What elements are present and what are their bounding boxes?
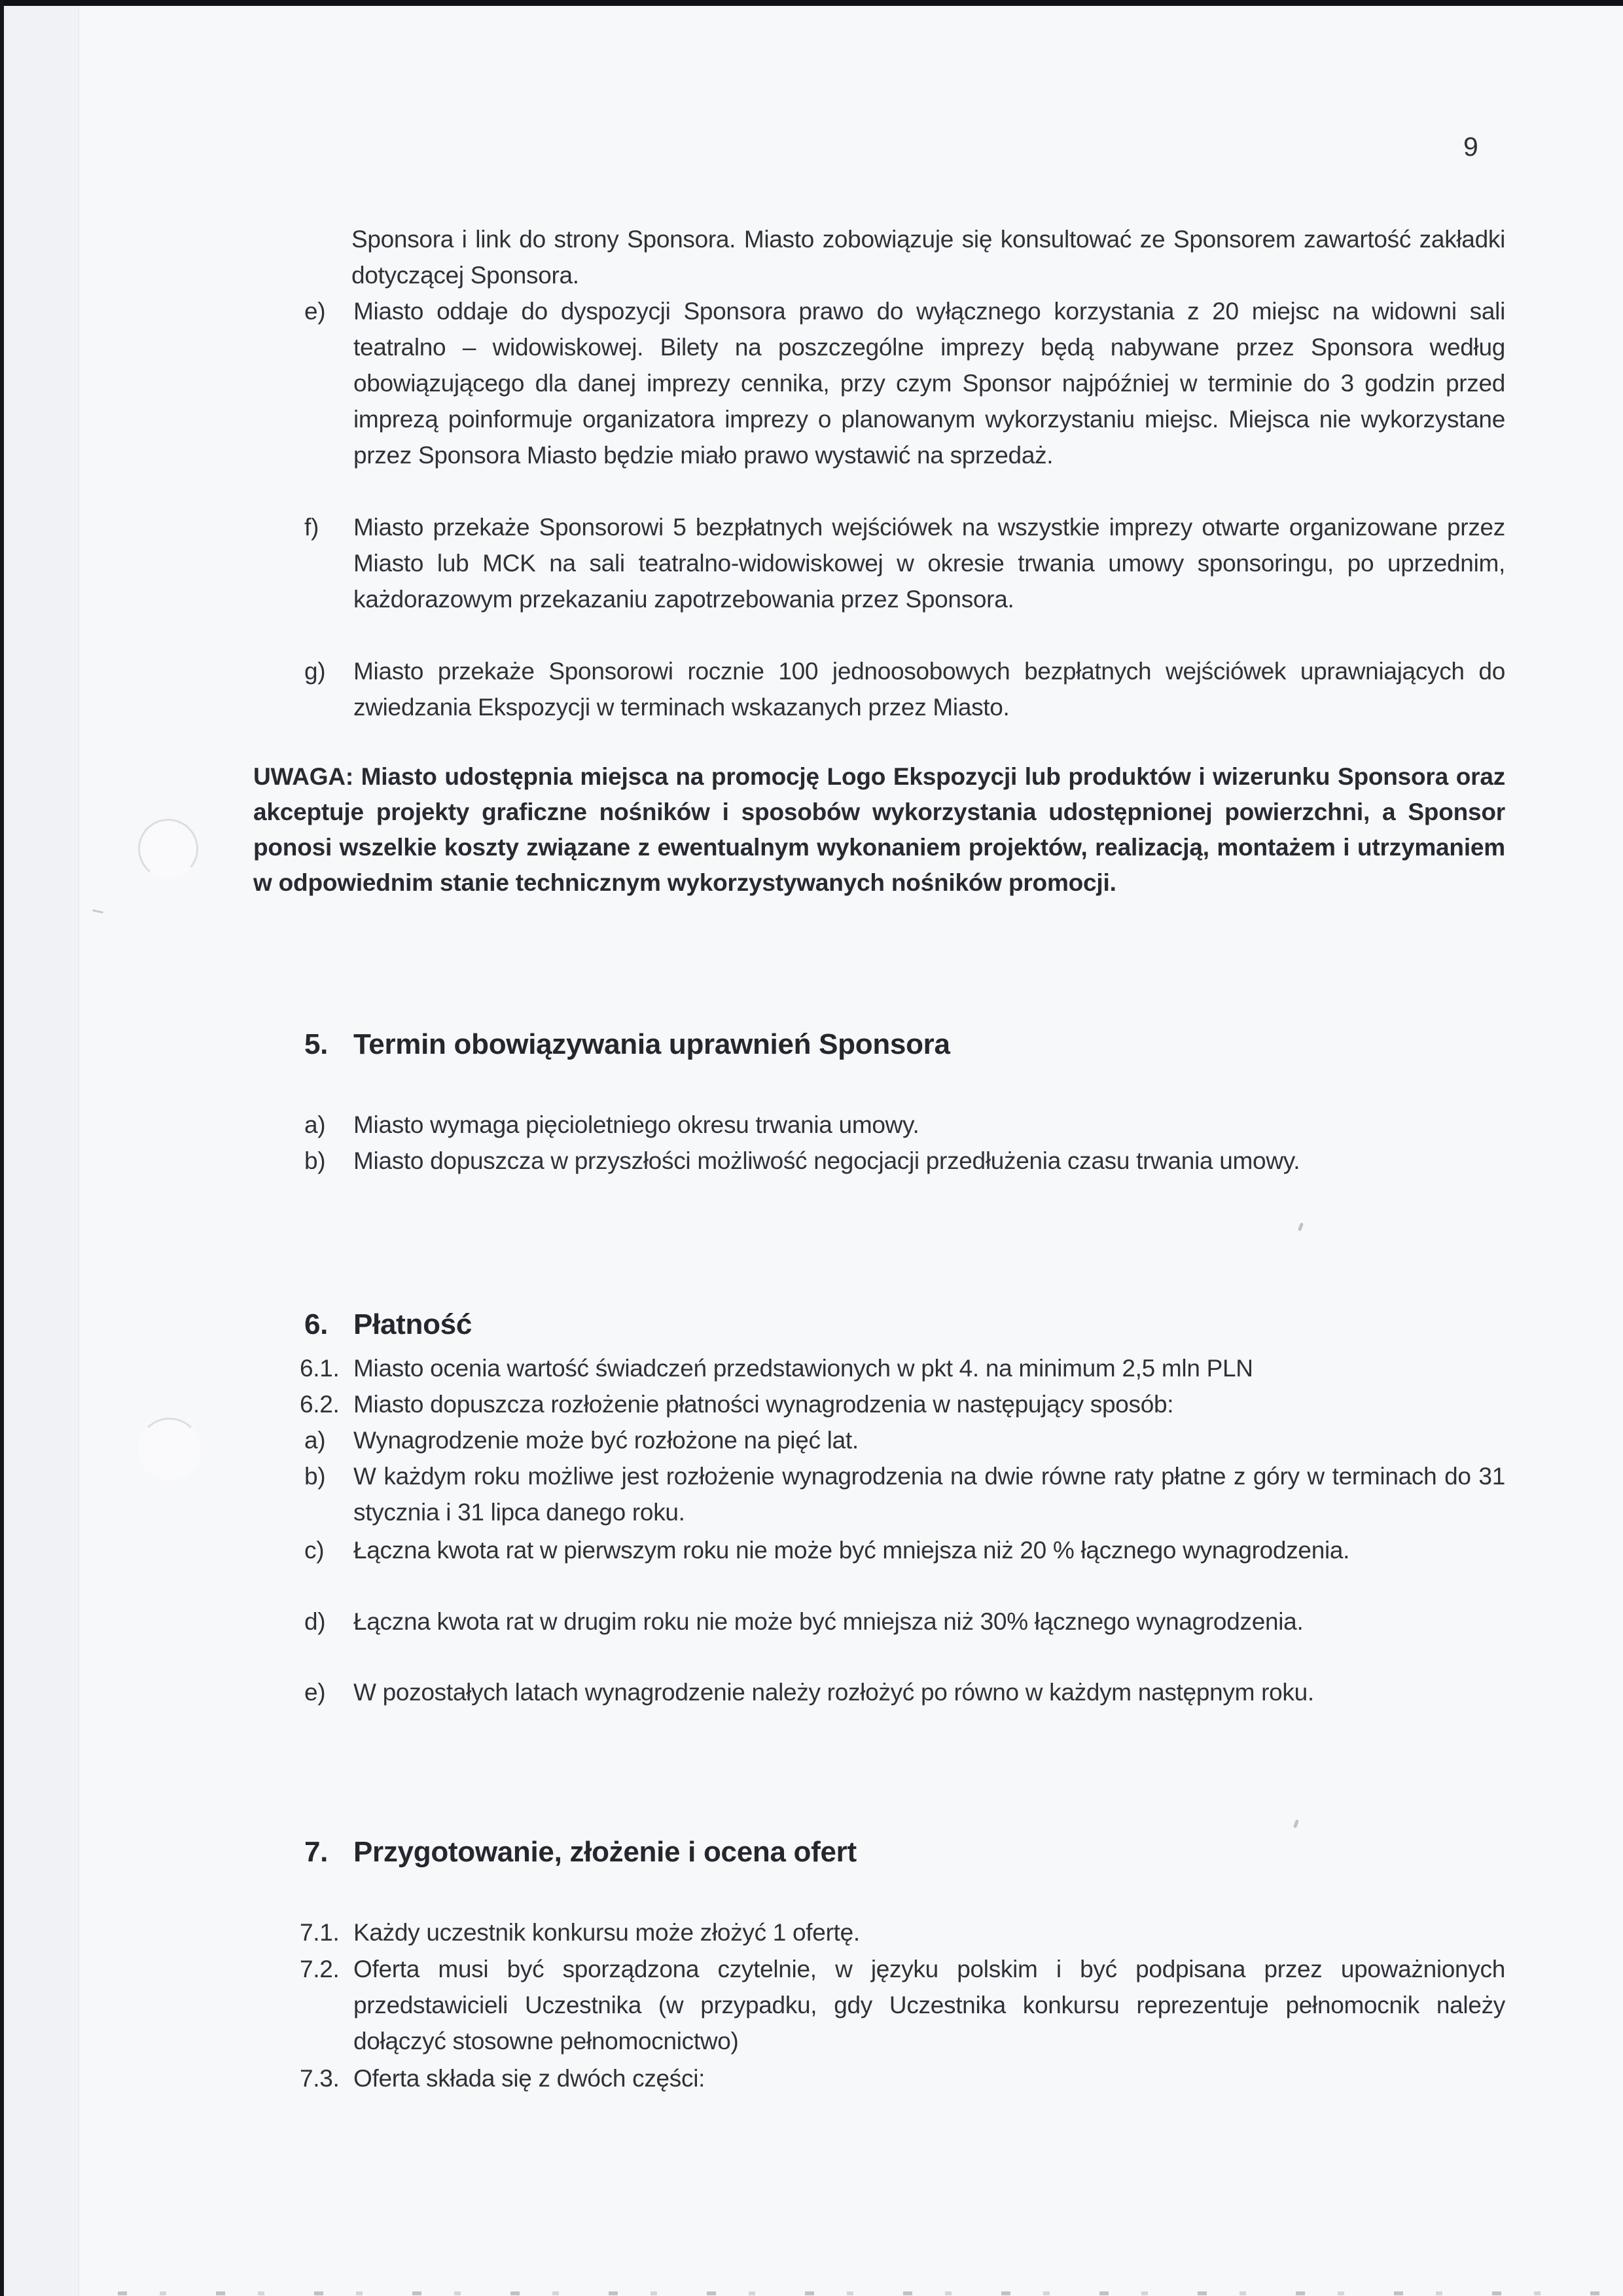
section-6-item-e: [0, 1674, 1623, 1710]
scan-speck: [1298, 1223, 1304, 1232]
list-item-e: [0, 293, 1623, 473]
section-6-item-62: [0, 1386, 1623, 1422]
section-6-header: [304, 1308, 472, 1342]
section-5-header: [304, 1028, 950, 1062]
list-item-marker: a): [304, 1111, 326, 1138]
list-item-text: Łączna kwota rat w drugim roku nie może być mniejsza niż 30% łącznego wynagrodzenia.: [353, 1608, 1304, 1635]
list-item-marker: b): [304, 1463, 326, 1490]
scan-edge-bottom-speckles: [118, 2291, 1616, 2295]
scan-edge-top: [0, 0, 1623, 6]
section-6-item-b: [0, 1458, 1623, 1530]
list-item-marker: 7.1.: [300, 1919, 340, 1946]
list-item-text: Oferta musi być sporządzona czytelnie, w języku polskim i być podpisana przez upoważnionych przedstawicieli Uczestnika (w przypadku, gdy Uczestnika konkursu reprezentuje pełnomocnik należy dołączyć stosowne pełnomocnictwo): [353, 1956, 1505, 2054]
list-item-text: Miasto dopuszcza rozłożenie płatności wynagrodzenia w następujący sposób:: [353, 1391, 1174, 1418]
list-item-f: [0, 509, 1623, 617]
section-5-item-a: [0, 1107, 1623, 1143]
list-item-marker: 7.3.: [300, 2065, 340, 2092]
section-number: 6.: [304, 1308, 329, 1340]
section-7-item-73: [0, 2060, 1623, 2096]
list-item-marker: a): [304, 1427, 326, 1454]
section-7-header: [304, 1835, 857, 1869]
section-7-item-72: [0, 1951, 1623, 2059]
section-6-item-a: [0, 1422, 1623, 1458]
list-item-text: Miasto dopuszcza w przyszłości możliwość negocjacji przedłużenia czasu trwania umowy.: [353, 1147, 1300, 1174]
section-7-item-71: [0, 1914, 1623, 1950]
list-item-text: Miasto przekaże Sponsorowi 5 bezpłatnych wejściówek na wszystkie imprezy otwarte organizowane przez Miasto lub MCK na sali teatralno-widowiskowej w okresie trwania umowy sponsoringu, po uprzednim, każdorazowym przekazaniu zapotrzebowania przez Sponsora.: [353, 514, 1505, 613]
scratch-mark: [92, 909, 103, 913]
scan-speck: [1293, 1820, 1299, 1829]
list-item-text: W każdym roku możliwe jest rozłożenie wynagrodzenia na dwie równe raty płatne z góry w terminach do 31 stycznia i 31 lipca danego roku.: [353, 1463, 1505, 1526]
page-number: 9: [1463, 132, 1478, 162]
list-item-marker: d): [304, 1608, 326, 1635]
list-item-text: Łączna kwota rat w pierwszym roku nie może być mniejsza niż 20 % łącznego wynagrodzenia.: [353, 1537, 1350, 1564]
section-5-item-b: [0, 1143, 1623, 1179]
list-item-marker: 7.2.: [300, 1956, 340, 1982]
list-item-marker: 6.2.: [300, 1391, 340, 1418]
section-6-item-d: [0, 1604, 1623, 1640]
notice-paragraph: UWAGA: Miasto udostępnia miejsca na promocję Logo Ekspozycji lub produktów i wizerunku Sponsora oraz akceptuje projekty graficzne nośników i sposobów wykorzystania udostępnionej powierzchni, a Sponsor ponosi wszelkie koszty związane z ewentualnym wykonaniem projektów, realizacją, montażem i utrzymaniem w odpowiednim stanie technicznym wykorzystywanych nośników promocji.: [253, 763, 1505, 896]
list-item-text: Oferta składa się z dwóch części:: [353, 2065, 705, 2092]
section-6-item-61: [0, 1350, 1623, 1386]
list-item-marker: g): [304, 658, 326, 685]
section-title: Płatność: [353, 1308, 472, 1340]
list-item-text: Każdy uczestnik konkursu może złożyć 1 ofertę.: [353, 1919, 860, 1946]
list-item-text: W pozostałych latach wynagrodzenie należy rozłożyć po równo w każdym następnym roku.: [353, 1679, 1314, 1706]
list-item-text: Miasto oddaje do dyspozycji Sponsora prawo do wyłącznego korzystania z 20 miejsc na widowni sali teatralno – widowiskowej. Bilety na poszczególne imprezy będą nabywane przez Sponsora według obowiązującego dla danej imprezy cennika, przy czym Sponsor najpóźniej w terminie do 3 godzin przed imprezą poinformuje organizatora imprezy o planowanym wykorzystaniu miejsc. Miejsca nie wykorzystane przez Sponsora Miasto będzie miało prawo wystawić na sprzedaż.: [353, 298, 1505, 469]
list-item-marker: e): [304, 1679, 326, 1706]
list-item-text: Wynagrodzenie może być rozłożone na pięć lat.: [353, 1427, 859, 1454]
list-item-text: Miasto ocenia wartość świadczeń przedstawionych w pkt 4. na minimum 2,5 mln PLN: [353, 1355, 1253, 1382]
list-item-marker: b): [304, 1147, 326, 1174]
section-title: Termin obowiązywania uprawnień Sponsora: [353, 1028, 950, 1060]
section-number: 5.: [304, 1028, 329, 1060]
list-item-g: [0, 653, 1623, 725]
list-item-text: Miasto wymaga pięcioletniego okresu trwania umowy.: [353, 1111, 919, 1138]
section-number: 7.: [304, 1836, 329, 1868]
list-item-text: Miasto przekaże Sponsorowi rocznie 100 jednoosobowych bezpłatnych wejściówek uprawniających do zwiedzania Ekspozycji w terminach wskazanych przez Miasto.: [353, 658, 1505, 721]
list-item-marker: e): [304, 298, 326, 325]
list-item-marker: 6.1.: [300, 1355, 340, 1382]
punch-hole-mark-upper: [135, 816, 201, 882]
continuation-paragraph: [0, 221, 1623, 293]
section-title: Przygotowanie, złożenie i ocena ofert: [353, 1836, 857, 1868]
list-item-marker: c): [304, 1537, 325, 1564]
list-item-marker: f): [304, 514, 319, 541]
section-6-item-c: [0, 1532, 1623, 1568]
continuation-text: Sponsora i link do strony Sponsora. Miasto zobowiązuje się konsultować ze Sponsorem zawartość zakładki dotyczącej Sponsora.: [351, 226, 1505, 289]
